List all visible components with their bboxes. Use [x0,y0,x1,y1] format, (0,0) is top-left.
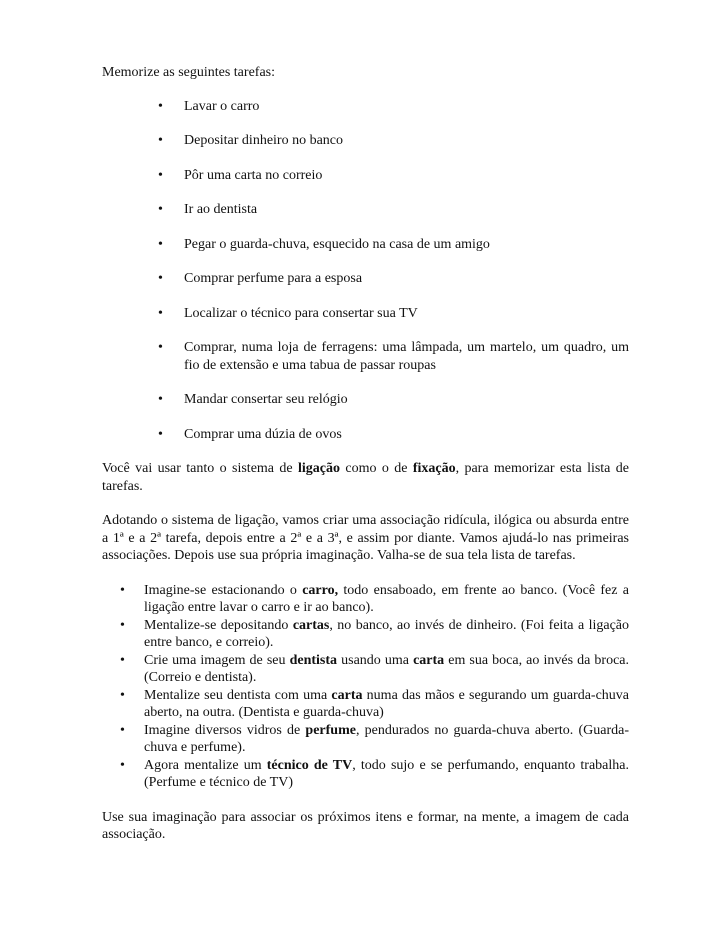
association-item: • Mentalize seu dentista com uma carta numa das mãos e segurando um guarda-chuva aberto, na outra. (Dentista e guarda-chuva) [120,687,630,720]
task-text: Depositar dinheiro no banco [184,133,344,148]
task-item [158,132,629,150]
bullet-icon: • [120,757,125,773]
bullet-icon: • [158,305,163,321]
association-list [102,582,629,792]
task-text: Localizar o técnico para consertar sua TV [184,305,418,321]
bullet-icon: • [158,236,163,252]
task-list [102,98,629,444]
association-item: • Imagine-se estacionando o carro, todo ensaboado, em frente ao banco. (Você fez a ligação entre lavar o carro e ir ao banco). [120,582,629,615]
bullet-icon: • [158,133,163,148]
bullet-icon: • [158,202,163,217]
term-fixacao: fixação [412,461,456,476]
paragraph-systems: Você vai usar tanto o sistema de ligação como o de fixação, para memorizar esta lista de tarefas. [102,461,629,494]
association-item: • Agora mentalize um técnico de TV, todo sujo e se perfumando, enquanto trabalha. (Perfume e técnico de TV) [120,757,629,790]
bullet-icon: • [158,340,163,355]
task-item [158,236,629,254]
task-text: Comprar, numa loja de ferragens: uma lâmpada, um martelo, um quadro, um fio de extensão e uma tabua de passar roupas [184,340,629,373]
task-item [158,305,629,323]
task-text: Pôr uma carta no correio [184,167,323,183]
bullet-icon: • [158,426,163,442]
task-item [158,201,629,219]
closing-paragraph: Use sua imaginação para associar os próximos itens e formar, na mente, a imagem de cada associação. [102,809,629,842]
bullet-icon: • [158,392,163,407]
bullet-icon: • [158,98,163,114]
task-item [158,339,629,374]
task-item [158,167,629,185]
bullet-icon: • [120,617,125,633]
task-item [158,270,629,288]
task-text: Comprar uma dúzia de ovos [184,426,342,442]
bullet-icon: • [120,652,125,668]
task-text: Ir ao dentista [184,202,258,217]
task-item [158,98,629,116]
paragraph-method: Adotando o sistema de ligação, vamos criar uma associação ridícula, ilógica ou absurda entre a 1ª e a 2ª tarefa, depois entre a 2ª e a 3ª, e assim por diante. Vamos ajudá-lo nas primeiras associações. Depois use sua própria imaginação. Valha-se de sua tela lista de tarefas. [102,513,629,563]
association-item: • Crie uma imagem de seu dentista usando uma carta em sua boca, ao invés da broca. (Correio e dentista). [120,652,629,685]
task-item [158,391,629,409]
bullet-icon: • [120,722,125,738]
bullet-icon: • [158,167,163,183]
task-item [158,426,629,444]
task-text: Comprar perfume para a esposa [184,271,363,286]
intro-text: Memorize as seguintes tarefas: [102,65,275,80]
bullet-icon: • [120,687,125,703]
term-ligacao: ligação [297,461,340,476]
bullet-icon: • [120,582,125,598]
document-body [102,64,629,844]
task-text: Mandar consertar seu relógio [184,392,348,407]
task-text: Pegar o guarda-chuva, esquecido na casa de um amigo [184,236,490,252]
association-item: • Imagine diversos vidros de perfume, pendurados no guarda-chuva aberto. (Guarda-chuva e perfume). [120,722,629,755]
bullet-icon: • [158,271,163,286]
association-item: • Mentalize-se depositando cartas, no banco, ao invés de dinheiro. (Foi feita a ligação entre banco, e correio). [120,617,630,650]
task-text: Lavar o carro [184,98,260,114]
